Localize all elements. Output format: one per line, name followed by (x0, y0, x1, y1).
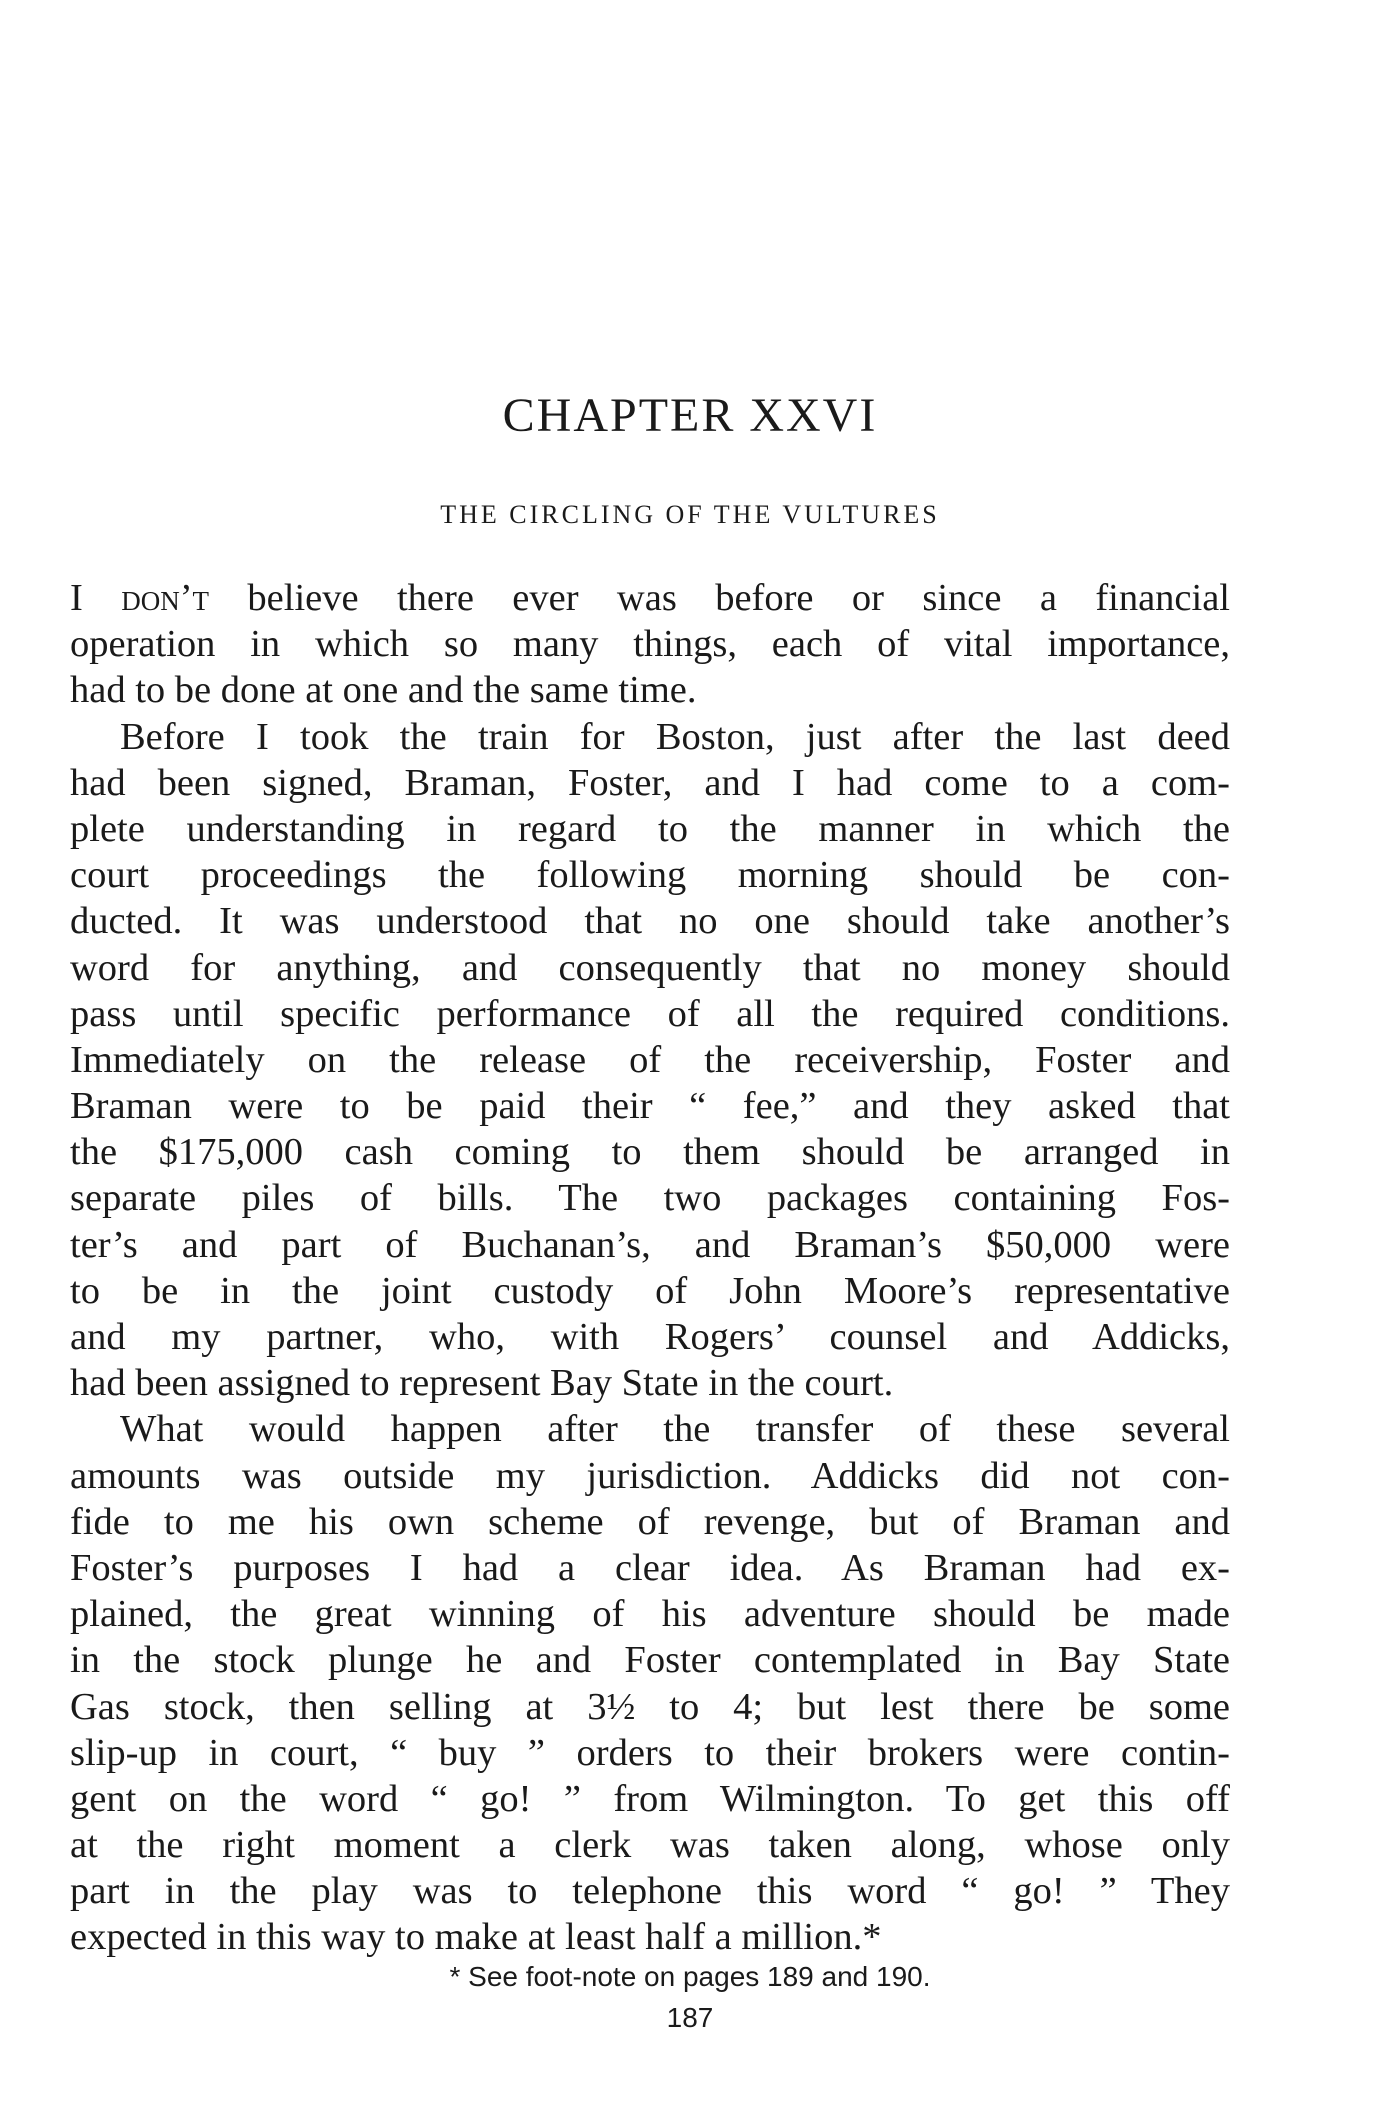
text-line: amounts was outside my jurisdiction. Addicks did not con- (70, 1454, 1230, 1497)
text-line: ducted. It was understood that no one should take another’s (70, 900, 1230, 943)
text-line: at the right moment a clerk was taken along, whose only (70, 1824, 1230, 1867)
opening-word: I don’t (70, 577, 210, 619)
text-line: had been assigned to represent Bay State in the court. (70, 1362, 894, 1405)
text-line: gent on the word “ go! ” from Wilmington. To get this off (70, 1777, 1230, 1820)
text-line: court proceedings the following morning should be con- (70, 854, 1230, 897)
text-line: the $175,000 cash coming to them should be arranged in (70, 1131, 1230, 1174)
text-line: to be in the joint custody of John Moore’s representative (70, 1269, 1230, 1312)
text-line: had been signed, Braman, Foster, and I had come to a com- (70, 761, 1230, 804)
chapter-title: CHAPTER XXVI (502, 389, 878, 442)
text-line: operation in which so many things, each of vital importance, (70, 623, 1230, 666)
text-line: in the stock plunge he and Foster contemplated in Bay State (70, 1639, 1230, 1682)
text-line: part in the play was to telephone this word “ go! ” They (70, 1870, 1230, 1913)
text-line: Gas stock, then selling at 3½ to 4; but lest there be some (70, 1685, 1230, 1728)
text-line: Braman were to be paid their “ fee,” and they asked that (70, 1085, 1230, 1128)
text-line: plained, the great winning of his adventure should be made (70, 1593, 1230, 1636)
text-line: slip-up in court, “ buy ” orders to their brokers were contin- (70, 1731, 1230, 1774)
text-line: fide to me his own scheme of revenge, but of Braman and (70, 1500, 1230, 1543)
text-line: and my partner, who, with Rogers’ counsel and Addicks, (70, 1316, 1230, 1358)
text-line: separate piles of bills. The two packages containing Fos- (70, 1177, 1230, 1220)
footnote: * See foot-note on pages 189 and 190. (449, 1961, 931, 1992)
text-line: What would happen after the transfer of these several (120, 1408, 1230, 1451)
chapter-subtitle: THE CIRCLING OF THE VULTURES (440, 500, 940, 529)
text-line: Foster’s purposes I had a clear idea. As Braman had ex- (70, 1546, 1230, 1589)
text-line: ter’s and part of Buchanan’s, and Braman’s $50,000 were (70, 1223, 1230, 1266)
text-line: pass until specific performance of all the required conditions. (70, 992, 1230, 1035)
text-line: word for anything, and consequently that no money should (70, 946, 1230, 989)
text-line: Before I took the train for Boston, just after the last deed (120, 715, 1230, 758)
text-line: plete understanding in regard to the manner in which the (70, 807, 1230, 850)
line-text: believe there ever was before or since a financial (247, 577, 1230, 619)
text-line (70, 575, 1230, 621)
body-text (70, 575, 1230, 1961)
text-line: had to be done at one and the same time. (70, 669, 697, 712)
text-line: Immediately on the release of the receivership, Foster and (70, 1038, 1230, 1081)
page-number: 187 (666, 2002, 714, 2033)
text-line: expected in this way to make at least half a million.* (70, 1916, 882, 1959)
